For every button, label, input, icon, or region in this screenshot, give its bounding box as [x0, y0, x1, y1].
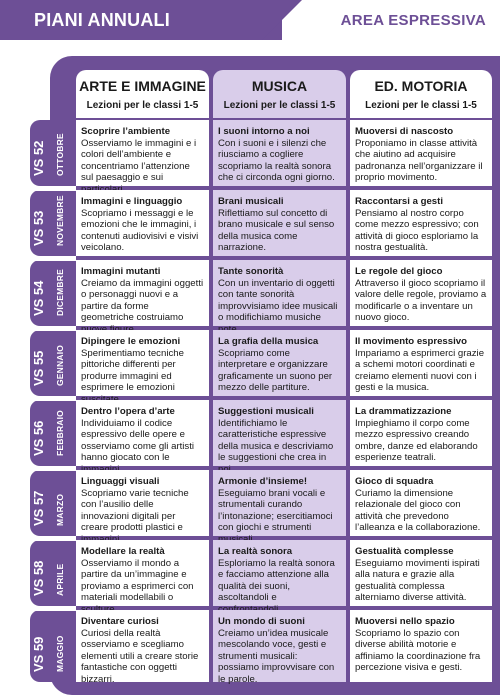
- week-code: VS 58: [31, 560, 46, 596]
- lesson-cell: [350, 540, 492, 606]
- lesson-cell: [76, 470, 209, 536]
- lesson-text: Curiosi della realtà osserviamo e scegliamo elementi utili a creare storie fantastiche con oggetti bizzarri.: [81, 628, 199, 685]
- lesson-title: Armonie d’insieme!: [218, 476, 308, 487]
- lesson-cell: [213, 120, 346, 186]
- lesson-title: Gestualità complesse: [355, 546, 454, 557]
- lesson-text: Identifichiamo le caratteristiche espressive della musica e descriviamo le suggestioni che crea in: [218, 418, 334, 464]
- lesson-text: Osserviamo il mondo a partire da un’immagine e proviamo a esprimerci con materiali modellabili o: [81, 558, 194, 604]
- lesson-cell: [350, 260, 492, 326]
- lesson-cell: [76, 610, 209, 685]
- week-code: VS 56: [31, 420, 46, 456]
- lesson-title: Linguaggi visuali: [81, 476, 160, 487]
- lesson-cell: [76, 400, 209, 466]
- week-code: VS 55: [31, 350, 46, 386]
- lesson-text: Attraverso il gioco scopriamo il valore delle regole, proviamo a modificarle o a inventare un nuovo gioco.: [355, 278, 487, 324]
- lesson-cell: [213, 330, 346, 396]
- lesson-cell: [213, 260, 346, 326]
- row-divider: [30, 396, 76, 401]
- lesson-text: Impariamo a esprimerci grazie a schemi motori coordinati e creiamo elementi nuovi con i gesti e la musica.: [355, 348, 485, 394]
- week-code: VS 53: [31, 210, 46, 246]
- lesson-cell: [350, 330, 492, 396]
- column-classes: Lezioni per le classi 1-5: [223, 100, 336, 111]
- week-month: APRILE: [55, 563, 65, 596]
- row-divider: [30, 606, 76, 611]
- lesson-title: Tante sonorità: [218, 266, 284, 277]
- week-label: [30, 190, 76, 256]
- week-code: VS 54: [31, 280, 46, 316]
- header-band-corner: [262, 0, 302, 40]
- lesson-title: Dentro l’opera d’arte: [81, 406, 175, 417]
- column-subject: ED. MOTORIA: [374, 78, 468, 94]
- week-label: [30, 470, 76, 536]
- lesson-text: Scopriamo varie tecniche con l’ausilio delle innovazioni digitali per creare prodotti plastici e: [81, 488, 189, 534]
- lesson-text: Creiamo da immagini oggetti o personaggi nuovi e a partire da forme geometriche costruiamo: [81, 278, 204, 324]
- row-divider: [30, 536, 76, 541]
- lesson-cell: [76, 540, 209, 606]
- row-divider: [30, 326, 76, 331]
- lesson-title: Le regole del gioco: [355, 266, 443, 277]
- lesson-text: Eseguiamo movimenti ispirati alla natura e grazie alla gestualità complessa alterniamo diverse attività.: [355, 558, 480, 604]
- lesson-title: Gioco di squadra: [355, 476, 434, 487]
- week-month: MARZO: [55, 493, 65, 526]
- lesson-text: Scopriamo i messaggi e le emozioni che le immagini, i contenuti audiovisivi e visivi veicolano.: [81, 208, 199, 254]
- column-classes: Lezioni per le classi 1-5: [86, 100, 199, 111]
- lesson-text: Scopriamo lo spazio con diverse abilità motorie e affiniamo la coordinazione fra percezione visiva e gesti.: [355, 628, 481, 674]
- week-month: MAGGIO: [55, 635, 65, 672]
- week-label: [30, 260, 76, 326]
- column-header-musica: [213, 70, 346, 118]
- row-divider: [30, 466, 76, 471]
- lesson-title: Immagini e linguaggio: [81, 196, 183, 207]
- week-month: DICEMBRE: [55, 269, 65, 316]
- lesson-text: Proponiamo in classe attività che aiutino ad acquisire padronanza nell’organizzare il proprio movimento.: [355, 138, 483, 184]
- week-label: [30, 540, 76, 606]
- lesson-text: Con un inventario di oggetti con tante sonorità improvvisiamo idee musicali o modifichiamo musiche: [218, 278, 338, 324]
- lesson-title: Suggestioni musicali: [218, 406, 314, 417]
- row-divider: [30, 256, 76, 261]
- lesson-text: Creiamo un’idea musicale mescolando voce, gesti e strumenti musicali: possiamo improvvisare con le parole.: [218, 628, 335, 685]
- column-header-arte: [76, 70, 209, 118]
- week-code: VS 59: [31, 636, 46, 672]
- lesson-text: Individuiamo il codice espressivo delle opere e osserviamo come gli artisti hanno giocato con le: [81, 418, 195, 464]
- lesson-cell: [76, 260, 209, 326]
- lesson-title: Il movimento espressivo: [355, 336, 467, 347]
- week-label: [30, 610, 76, 682]
- lesson-cell: [350, 610, 492, 682]
- lesson-title: Muoversi nello spazio: [355, 616, 455, 627]
- lesson-title: Dipingere le emozioni: [81, 336, 181, 347]
- column-subject: MUSICA: [251, 78, 308, 94]
- section-title: AREA ESPRESSIVA: [340, 12, 486, 29]
- lesson-cell: [213, 470, 346, 536]
- lesson-cell: [76, 120, 209, 186]
- lesson-text: Osserviamo le immagini e i colori dell’ambiente e concentriamo l’attenzione sul paesaggio e sui: [81, 138, 197, 184]
- lesson-title: La drammatizzazione: [355, 406, 452, 417]
- week-label: [30, 330, 76, 396]
- lesson-cell: [350, 190, 492, 256]
- lesson-cell: [213, 190, 346, 256]
- week-month: NOVEMBRE: [55, 195, 65, 246]
- lesson-text: Pensiamo al nostro corpo come mezzo espressivo; con attività di gioco esploriamo la nostra gestualità.: [355, 208, 479, 254]
- lesson-title: Immagini mutanti: [81, 266, 161, 277]
- lesson-cell: [76, 330, 209, 396]
- lesson-cell: [350, 400, 492, 466]
- lesson-cell: [350, 120, 492, 186]
- lesson-text: Impieghiamo il corpo come mezzo espressivo creando ombre, danze ed elaborando esperienze teatrali.: [355, 418, 478, 464]
- column-header-motoria: [350, 70, 492, 118]
- lesson-title: La realtà sonora: [218, 546, 293, 557]
- page-title: PIANI ANNUALI: [34, 10, 170, 30]
- lesson-title: Modellare la realtà: [81, 546, 165, 557]
- column-subject: ARTE E IMMAGINE: [79, 78, 206, 94]
- lesson-text: Con i suoni e i silenzi che riusciamo a cogliere scopriamo la realtà sonora che ci circonda ogni giorno.: [218, 138, 335, 184]
- lesson-title: Scoprire l’ambiente: [81, 126, 171, 137]
- lesson-title: Diventare curiosi: [81, 616, 159, 627]
- lesson-title: Muoversi di nascosto: [355, 126, 454, 137]
- lesson-cell: [76, 190, 209, 256]
- lesson-title: Raccontarsi a gesti: [355, 196, 443, 207]
- lesson-cell: [213, 610, 346, 685]
- column-classes: Lezioni per le classi 1-5: [365, 100, 477, 111]
- row-divider: [30, 186, 76, 191]
- lesson-title: Brani musicali: [218, 196, 284, 207]
- lesson-title: I suoni intorno a noi: [218, 126, 310, 137]
- week-label: [30, 120, 76, 186]
- lesson-text: Curiamo la dimensione relazionale del gioco con attività che prevedono l’alleanza e la collaborazione.: [355, 488, 481, 534]
- lesson-text: Esploriamo la realtà sonora e facciamo attenzione alla qualità dei suoni, ascoltandoli e: [218, 558, 335, 604]
- lesson-cell: [213, 400, 346, 466]
- week-code: VS 52: [31, 140, 46, 176]
- lesson-text: Scopriamo come interpretare e organizzare graficamente un suono per mezzo delle partiture.: [218, 348, 333, 394]
- lesson-text: Sperimentiamo tecniche pittoriche differenti per produrre immagini ed esprimere le emozioni: [81, 348, 184, 394]
- lesson-cell: [213, 540, 346, 606]
- lesson-title: Un mondo di suoni: [218, 616, 305, 627]
- lesson-cell: [350, 470, 492, 536]
- week-label: [30, 400, 76, 466]
- lesson-title: La grafia della musica: [218, 336, 319, 347]
- lesson-text: Eseguiamo brani vocali e strumentali curando l’intonazione; esercitiamoci con giochi e strumenti: [218, 488, 333, 534]
- page-header: [0, 0, 500, 40]
- week-month: FEBBRAIO: [55, 410, 65, 456]
- week-month: OTTOBRE: [55, 133, 65, 176]
- week-code: VS 57: [31, 490, 46, 526]
- week-month: GENNAIO: [55, 344, 65, 386]
- lesson-text: Riflettiamo sul concetto di brano musicale e sul senso della musica come narrazione.: [218, 208, 335, 254]
